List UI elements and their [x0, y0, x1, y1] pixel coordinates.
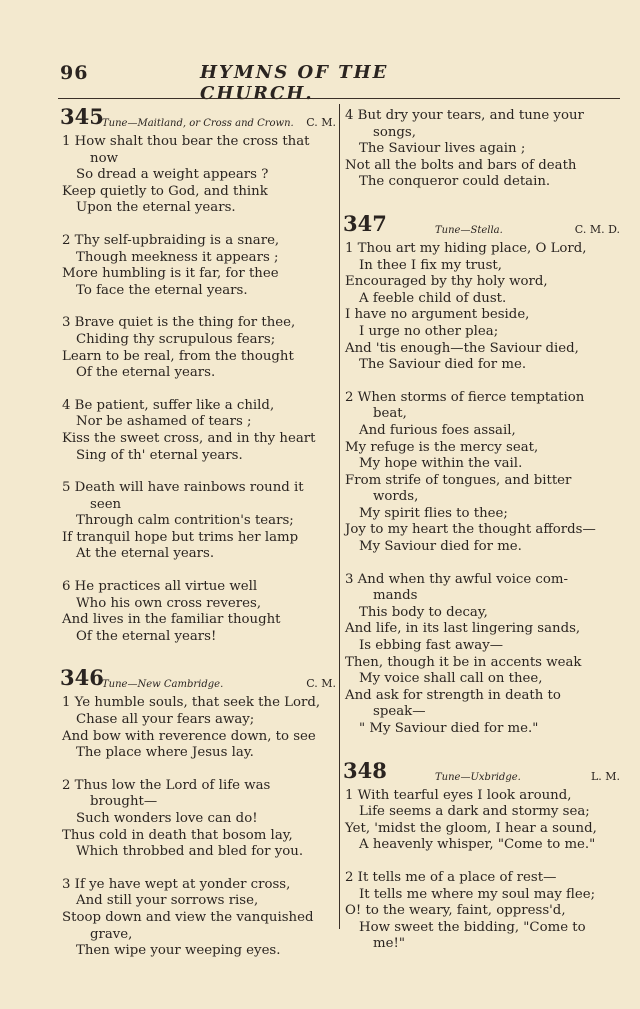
verse-line: Then wipe your weeping eyes.	[76, 943, 281, 959]
stanza	[60, 134, 336, 217]
verse-line: And life, in its last lingering sands,	[345, 621, 581, 637]
verse-line: The conqueror could detain.	[359, 174, 551, 190]
stanza	[343, 788, 620, 854]
verse-line: me!"	[373, 936, 405, 952]
verse-line: grave,	[90, 926, 133, 942]
stanza	[343, 108, 620, 191]
verse-line: A heavenly whisper, "Come to me."	[359, 837, 596, 853]
verse-line: If tranquil hope but trims her lamp	[62, 529, 299, 545]
hymn-meter: C. M.	[306, 116, 336, 129]
verse-line: brought—	[90, 794, 158, 810]
hymn-meter: L. M.	[590, 769, 620, 783]
hymn-number: 345	[60, 104, 104, 129]
stanza	[60, 695, 336, 761]
verse-line: Joy to my heart the thought affords—	[345, 522, 596, 538]
verse-line: O! to the weary, faint, oppress'd,	[345, 903, 566, 919]
stanza	[343, 390, 620, 556]
verse-line: mands	[373, 588, 418, 604]
verse-line: seen	[90, 496, 122, 512]
verse-line: Stoop down and view the vanquished	[62, 909, 314, 925]
page-number: 96	[60, 62, 89, 84]
column-divider	[339, 104, 340, 929]
verse-line: Nor be ashamed of tears ;	[76, 414, 252, 430]
hymn-header-348	[343, 757, 620, 788]
verse-line: From strife of tongues, and bitter	[345, 472, 572, 488]
verse-line: Which throbbed and bled for you.	[76, 844, 304, 860]
stanza	[60, 877, 336, 960]
hymn-meter: C. M.	[306, 677, 336, 691]
verse-line: 1 Thou art my hiding place, O Lord,	[345, 240, 587, 256]
hymn-tune: Tune—Maitland, or Cross and Crown.	[102, 118, 294, 129]
verse-line: 4 But dry your tears, and tune your	[345, 108, 584, 123]
verse-line: Keep quietly to God, and think	[62, 183, 268, 199]
hymn-header-346	[60, 665, 336, 695]
verse-line: 3 Brave quiet is the thing for thee,	[62, 315, 296, 331]
verse-line: My refuge is the mercy seat,	[345, 439, 539, 455]
verse-line: And ask for strength in death to	[345, 687, 561, 703]
verse-line: The place where Jesus lay.	[76, 745, 254, 761]
stanza	[343, 572, 620, 738]
stanza	[60, 778, 336, 861]
verse-line: Through calm contrition's tears;	[76, 513, 294, 529]
verse-line: now	[90, 150, 118, 166]
verse-line: And lives in the familiar thought	[62, 612, 281, 628]
right-column	[343, 108, 620, 953]
hymn-number: 348	[343, 757, 387, 783]
hymn-header-347	[343, 210, 620, 241]
left-column	[60, 104, 336, 960]
verse-line: Such wonders love can do!	[76, 811, 258, 826]
header-rule	[58, 98, 620, 99]
verse-line: How sweet the bidding, "Come to	[359, 919, 586, 935]
verse-line: Not all the bolts and bars of death	[345, 157, 577, 173]
verse-line: beat,	[373, 406, 407, 422]
verse-line: Kiss the sweet cross, and in thy heart	[62, 430, 316, 446]
running-title: HYMNS OF THE CHURCH.	[200, 62, 389, 104]
verse-line: Is ebbing fast away—	[359, 638, 504, 654]
verse-line: I urge no other plea;	[359, 323, 499, 339]
verse-line: 2 Thus low the Lord of life was	[62, 777, 271, 793]
verse-line: So dread a weight appears ?	[76, 167, 269, 183]
verse-line: Who his own cross reveres,	[76, 595, 262, 611]
verse-line: Learn to be real, from the thought	[62, 348, 294, 364]
hymn-meter: C. M. D.	[574, 222, 620, 236]
verse-line: The Saviour died for me.	[359, 357, 527, 373]
verse-line: 3 And when thy awful voice com-	[345, 571, 568, 587]
verse-line: 1 With tearful eyes I look around,	[345, 787, 572, 803]
verse-line: Of the eternal years.	[76, 365, 216, 381]
hymn-tune: Tune—Stella.	[435, 224, 503, 236]
hymn-tune: Tune—Uxbridge.	[435, 771, 521, 783]
verse-line: words,	[373, 489, 419, 505]
verse-line: This body to decay,	[359, 604, 488, 620]
verse-line: Sing of th' eternal years.	[76, 447, 243, 463]
verse-line: I have no argument beside,	[345, 307, 530, 323]
verse-line: 2 When storms of fierce temptation	[345, 389, 585, 405]
hymn-number: 346	[60, 665, 104, 691]
verse-line: Life seems a dark and stormy sea;	[359, 804, 590, 820]
verse-line: 1 How shalt thou bear the cross that	[62, 134, 310, 149]
verse-line: And bow with reverence down, to see	[62, 728, 316, 744]
hymn-header-345	[60, 104, 336, 134]
verse-line: Chase all your fears away;	[76, 712, 255, 728]
hymn-tune: Tune—New Cambridge.	[102, 679, 224, 691]
verse-line: Yet, 'midst the gloom, I hear a sound,	[345, 820, 597, 836]
verse-line: Chiding thy scrupulous fears;	[76, 331, 276, 347]
verse-line: A feeble child of dust.	[359, 290, 507, 306]
verse-line: In thee I fix my trust,	[359, 257, 502, 273]
stanza	[60, 480, 336, 563]
verse-line: 5 Death will have rainbows round it	[62, 480, 304, 496]
verse-line: 4 Be patient, suffer like a child,	[62, 397, 275, 413]
verse-line: songs,	[373, 124, 416, 140]
verse-line: 6 He practices all virtue well	[62, 579, 258, 595]
verse-line: And still your sorrows rise,	[76, 893, 259, 909]
verse-line: And furious foes assail,	[359, 422, 516, 438]
verse-line: My spirit flies to thee;	[359, 505, 508, 521]
verse-line: Thus cold in death that bosom lay,	[62, 827, 293, 843]
verse-line: To face the eternal years.	[76, 282, 248, 298]
hymn-number: 347	[343, 210, 387, 236]
verse-line: And 'tis enough—the Saviour died,	[345, 340, 579, 356]
stanza	[60, 398, 336, 464]
verse-line: Though meekness it appears ;	[76, 249, 279, 265]
stanza	[60, 315, 336, 381]
verse-line: My Saviour died for me.	[359, 539, 522, 555]
verse-line: My hope within the vail.	[359, 456, 523, 472]
verse-line: The Saviour lives again ;	[359, 141, 526, 157]
stanza	[60, 233, 336, 299]
verse-line: More humbling is it far, for thee	[62, 266, 279, 282]
verse-line: Then, though it be in accents weak	[345, 654, 582, 670]
verse-line: It tells me where my soul may flee;	[359, 886, 596, 902]
verse-line: 1 Ye humble souls, that seek the Lord,	[62, 695, 321, 711]
verse-line: Of the eternal years!	[76, 628, 217, 644]
verse-line: speak—	[373, 704, 426, 720]
verse-line: Encouraged by thy holy word,	[345, 274, 548, 290]
verse-line: Upon the eternal years.	[76, 200, 236, 216]
verse-line: My voice shall call on thee,	[359, 671, 543, 687]
stanza	[343, 241, 620, 374]
stanza	[60, 579, 336, 645]
verse-line: 3 If ye have wept at yonder cross,	[62, 876, 291, 892]
stanza	[343, 870, 620, 953]
verse-line: At the eternal years.	[76, 546, 215, 562]
verse-line: 2 It tells me of a place of rest—	[345, 869, 557, 885]
verse-line: " My Saviour died for me."	[359, 721, 539, 736]
verse-line: 2 Thy self-upbraiding is a snare,	[62, 232, 280, 248]
